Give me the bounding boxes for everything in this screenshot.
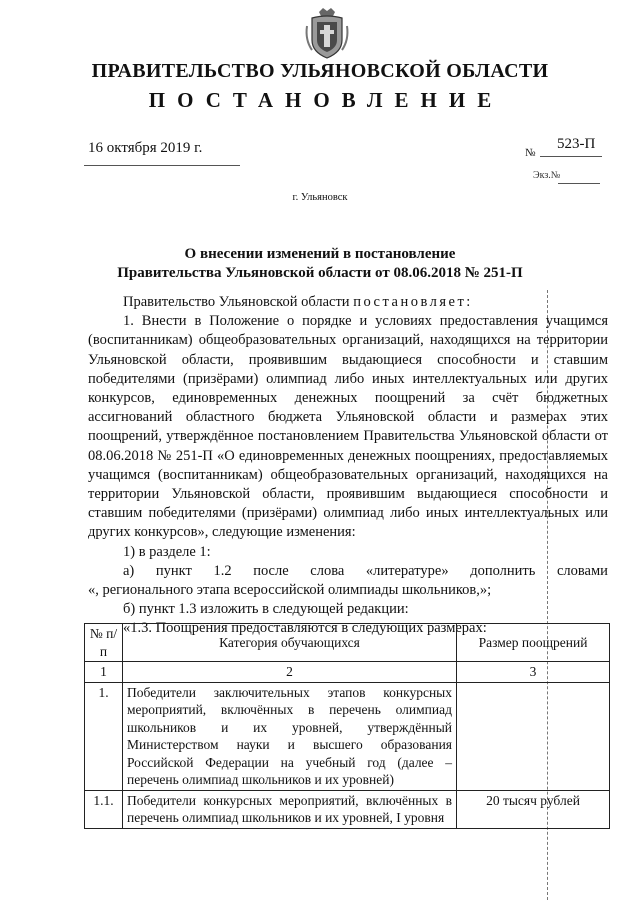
row-amount: [457, 682, 610, 790]
coat-of-arms-emblem: [303, 6, 351, 60]
header-category: Категория обучающихся: [123, 624, 457, 662]
table-row: [85, 682, 610, 790]
city: г. Ульяновск: [292, 192, 348, 203]
document-date: 16 октября 2019 г.: [88, 140, 203, 156]
table-row: [85, 790, 610, 828]
intro-prefix: Правительство Ульяновской области: [123, 294, 350, 310]
paragraph-3-continuation: «, регионального этапа всероссийской олимпиады школьников,»;: [88, 582, 492, 599]
p3-word: а): [123, 562, 135, 579]
paragraph-5: «1.3. Поощрения предоставляются в следующих размерах:: [123, 620, 487, 637]
p3-word: дополнить: [470, 562, 536, 579]
row-amount: 20 тысяч рублей: [457, 790, 610, 828]
p3-word: 1.2: [213, 562, 232, 579]
p3-word: словами: [556, 562, 608, 579]
index-cell: 1: [85, 662, 123, 683]
document-title: [0, 245, 640, 283]
row-category: Победители конкурсных мероприятий, включённых в перечень олимпиад школьников и их уровней, I уровня: [123, 790, 457, 828]
p3-word: пункт: [155, 562, 192, 579]
row-number: 1.: [85, 682, 123, 790]
document-number: 523-П: [557, 136, 596, 152]
table-index-row: [85, 662, 610, 683]
table-header-row: [85, 624, 610, 662]
index-cell: 2: [123, 662, 457, 683]
p3-word: «литературе»: [365, 562, 449, 579]
document-type: ПОСТАНОВЛЕНИЕ: [148, 88, 504, 112]
intro-paragraph: [88, 293, 608, 312]
copy-number-underline: [558, 183, 600, 184]
row-category: Победители заключительных этапов конкурсных мероприятий, включённых в перечень олимпиад школьников и их уровней, утверждённый Министерством науки и высшего образования Российской Федерации на учебный год (далее – перечень олимпиад школьников и их уровней): [123, 682, 457, 790]
title-line-1: О внесении изменений в постановление: [184, 246, 456, 262]
categories-table: [84, 623, 610, 829]
paragraph-3-first-line: [88, 562, 608, 581]
row-number: 1.1.: [85, 790, 123, 828]
paragraph-1: 1. Внести в Положение о порядке и условиях предоставления учащимся (воспитанникам) общеобразовательных организаций, находящихся на территории Ульяновской области, проявившим выдающиеся способности и ставшим победителями (призёрами) олимпиад либо иных интеллектуальных или других конкурсов, единовременных денежных поощрений за счёт бюджетных ассигнований областного бюджета Ульяновской области и размерах этих поощрений, утверждённое постановлением Правительства Ульяновской области от 08.06.2018 № 251-П «О единовременных денежных поощрениях, предоставляемых учащимся (воспитанникам) общеобразовательных организаций, находящихся на территории Ульяновской области, проявившим выдающиеся способности и ставшим победителями (призёрами) олимпиад либо иных интеллектуальных или других конкурсов», следующие изменения:: [88, 313, 608, 541]
header-amount: Размер поощрений: [457, 624, 610, 662]
p3-word: после: [253, 562, 289, 579]
copy-number-label: Экз.№: [533, 170, 561, 181]
header-number: № п/п: [85, 624, 123, 662]
document-body: [88, 293, 608, 639]
paragraph-4: б) пункт 1.3 изложить в следующей редакции:: [123, 601, 409, 618]
number-sign: №: [525, 147, 536, 159]
government-name: ПРАВИТЕЛЬСТВО УЛЬЯНОВСКОЙ ОБЛАСТИ: [91, 60, 549, 82]
date-underline: [84, 165, 240, 166]
intro-decree-word: постановляет:: [353, 294, 473, 310]
number-underline: [540, 156, 602, 157]
index-cell: 3: [457, 662, 610, 683]
paragraph-2: 1) в разделе 1:: [123, 543, 211, 560]
title-line-2: Правительства Ульяновской области от 08.06.2018 № 251-П: [117, 265, 523, 281]
p3-word: слова: [310, 562, 345, 579]
